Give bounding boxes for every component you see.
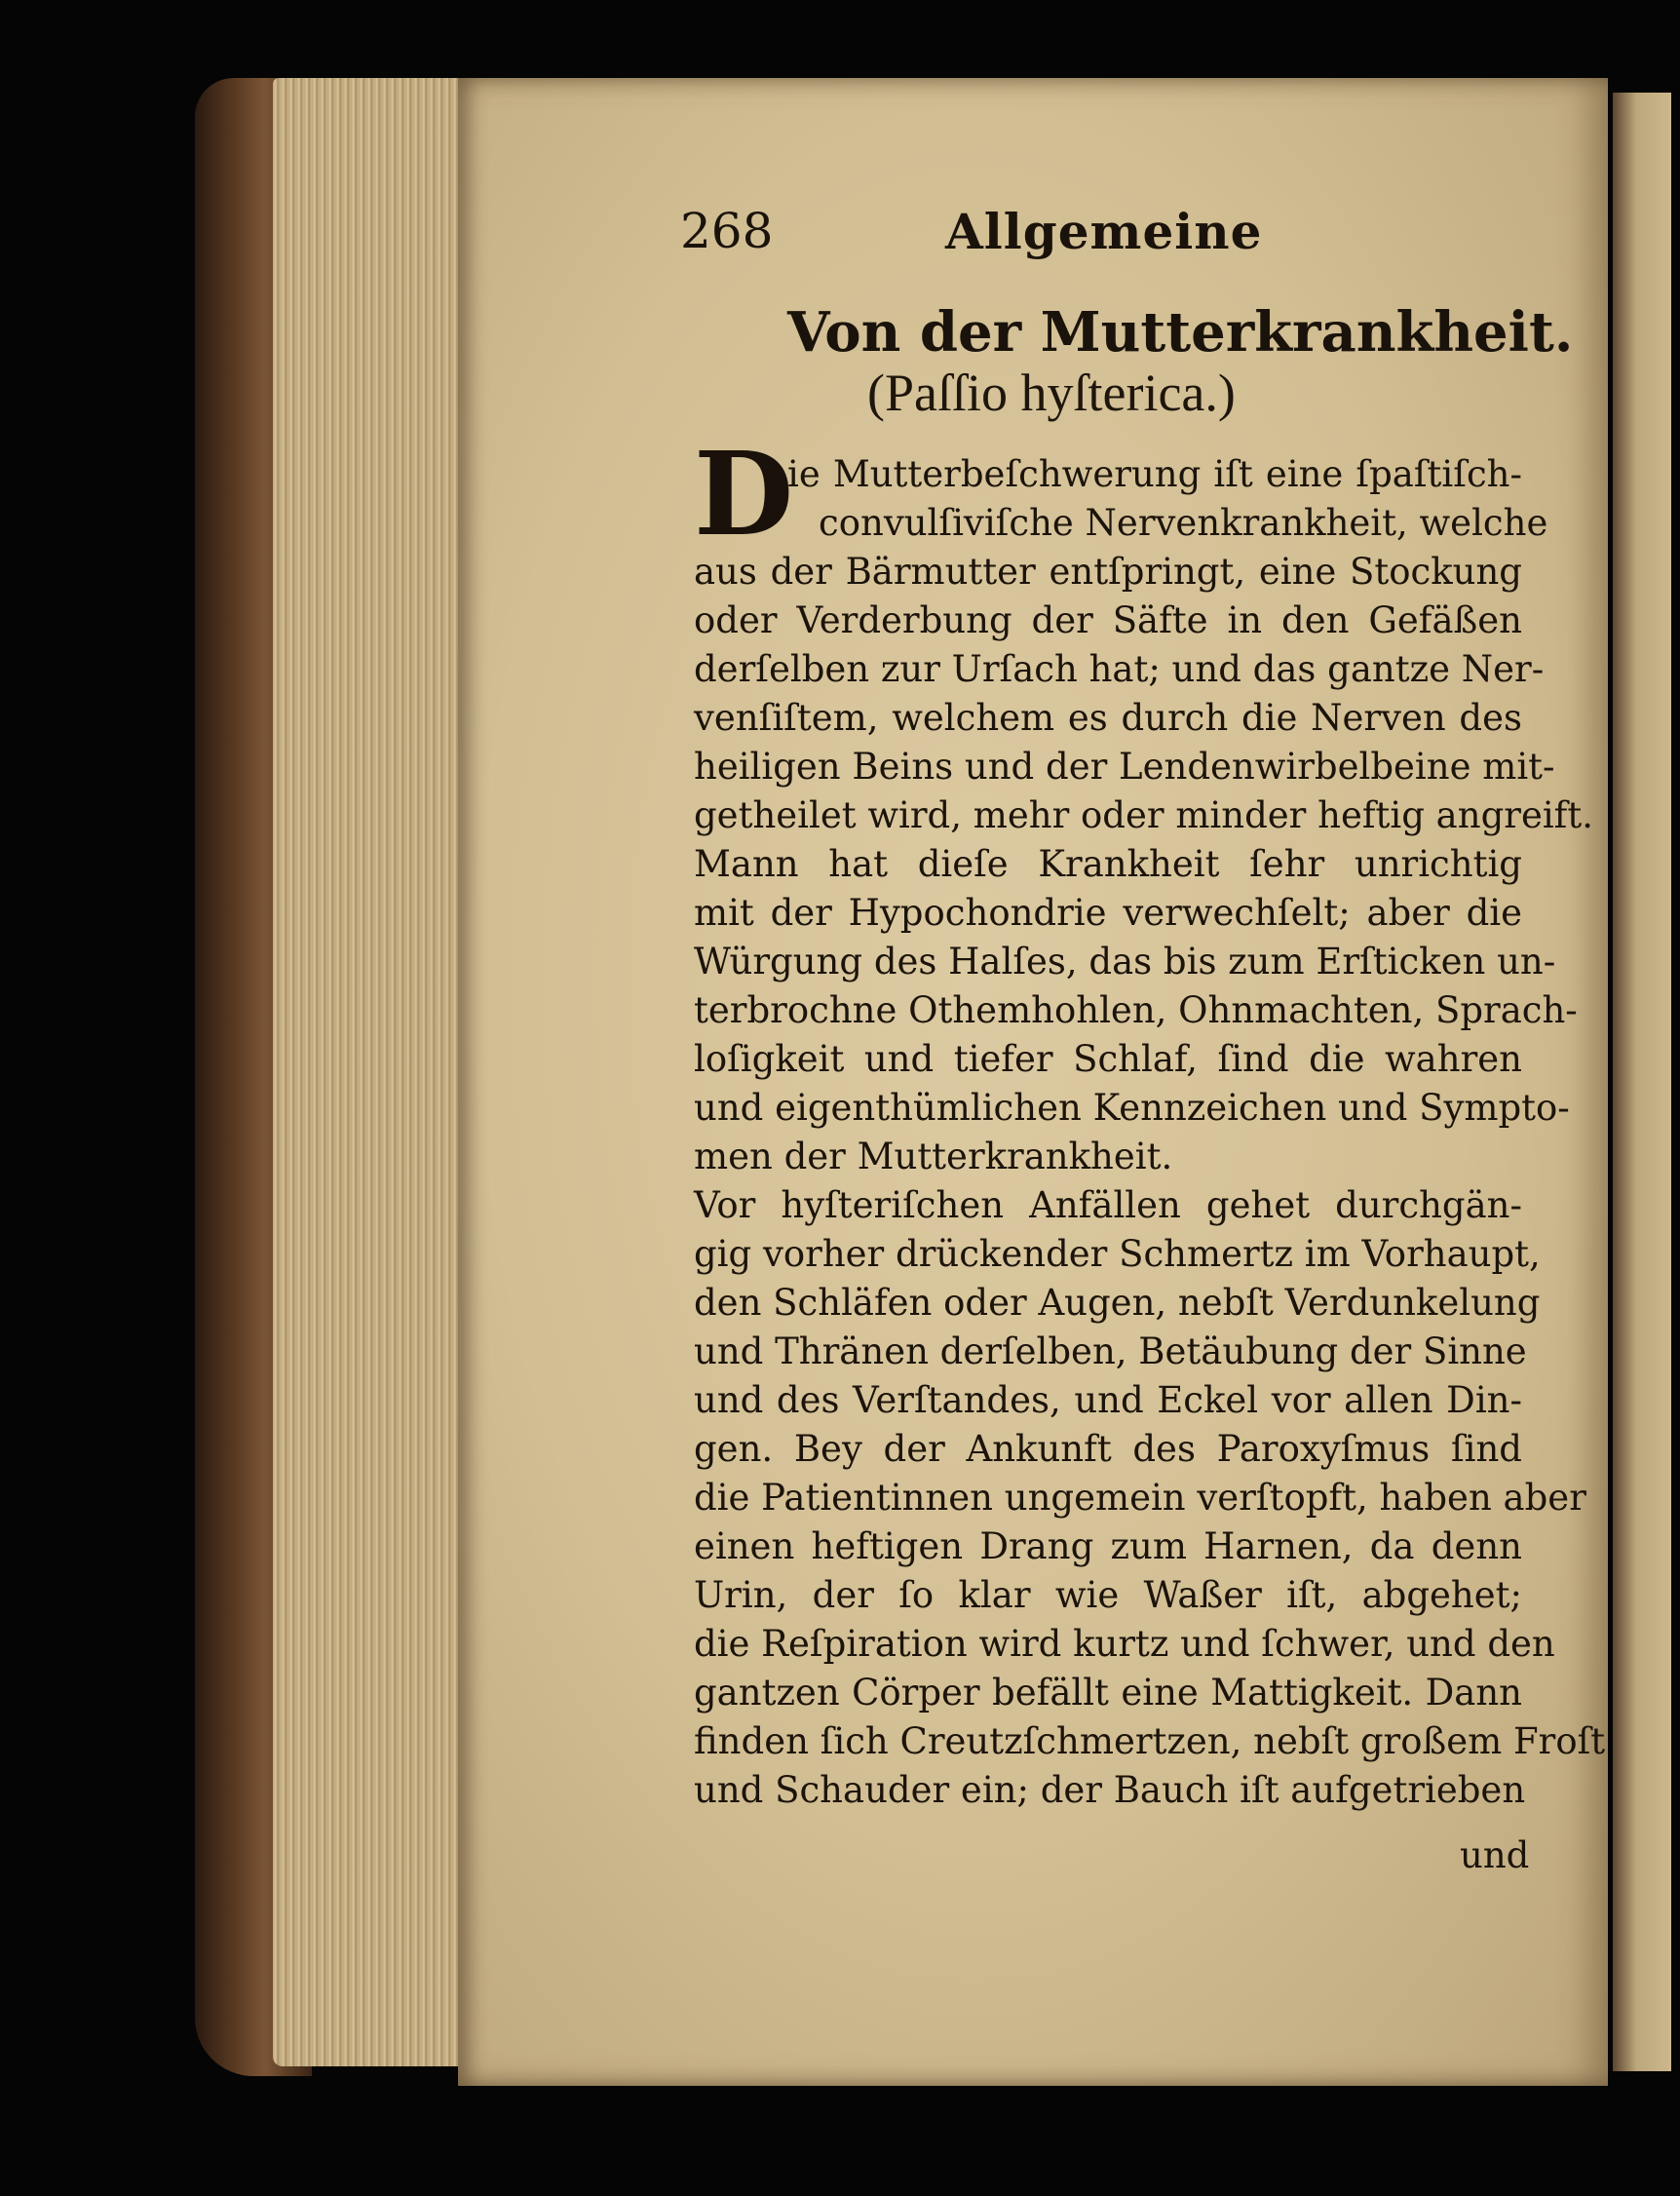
text-line: die Patientinnen ungemein verſtopft, haben aber xyxy=(694,1477,1586,1519)
text-line: Vor hyſteriſchen Anfällen gehet durchgän- xyxy=(694,1184,1522,1226)
chapter-subtitle: (Paſſio hyſterica.) xyxy=(867,364,1236,422)
text-line: und des Verſtandes, und Eckel vor allen Din- xyxy=(694,1379,1522,1421)
page-edges xyxy=(273,78,468,2066)
catchword: und xyxy=(1460,1834,1530,1876)
text-line: venſiſtem, welchem es durch die Nerven des xyxy=(694,697,1522,739)
text-line: mit der Hypochondrie verwechſelt; aber die xyxy=(694,892,1522,934)
page-number: 268 xyxy=(680,203,774,259)
text-line: derſelben zur Urſach hat; und das gantze Ner- xyxy=(694,648,1545,690)
text-line: und eigenthümlichen Kennzeichen und Sympto- xyxy=(694,1087,1570,1129)
text-line: gantzen Cörper befällt eine Mattigkeit. Dann xyxy=(694,1672,1522,1714)
text-line: heiligen Beins und der Lendenwirbelbeine mit- xyxy=(694,746,1555,788)
text-line: Würgung des Halſes, das bis zum Erſticken un- xyxy=(694,941,1556,982)
text-line: und Schauder ein; der Bauch iſt aufgetrieben xyxy=(694,1769,1526,1811)
text-line-second: convulſiviſche Nervenkrankheit, welche xyxy=(819,502,1548,544)
text-line: gig vorher drückender Schmertz im Vorhaupt, xyxy=(694,1233,1541,1275)
text-line: und Thränen derſelben, Betäubung der Sinne xyxy=(694,1330,1527,1372)
facing-page-edge xyxy=(1613,93,1671,2071)
text-line: getheilet wird, mehr oder minder heftig angreift. xyxy=(694,794,1593,836)
chapter-title: Von der Mutterkrankheit. xyxy=(787,300,1574,365)
text-line: aus der Bärmutter entſpringt, eine Stockung xyxy=(694,551,1522,593)
text-line: Mann hat dieſe Krankheit ſehr unrichtig xyxy=(694,843,1522,885)
body-text xyxy=(694,548,1606,1815)
text-line: einen heftigen Drang zum Harnen, da denn xyxy=(694,1525,1522,1567)
drop-cap: D xyxy=(694,426,794,561)
text-line: loſigkeit und tiefer Schlaf, ſind die wahren xyxy=(694,1038,1522,1080)
text-line: gen. Bey der Ankunft des Paroxyſmus ſind xyxy=(694,1428,1522,1470)
text-line-first: ie Mutterbeſchwerung iſt eine ſpaſtiſch- xyxy=(787,453,1522,495)
text-line: men der Mutterkrankheit. xyxy=(694,1136,1173,1177)
text-line: den Schläfen oder Augen, nebſt Verdunkelung xyxy=(694,1282,1541,1324)
text-line: die Reſpiration wird kurtz und ſchwer, und den xyxy=(694,1623,1555,1665)
page-header xyxy=(680,203,1538,271)
text-line: Urin, der ſo klar wie Waßer iſt, abgehet; xyxy=(694,1574,1522,1616)
text-line: finden ſich Creutzſchmertzen, nebſt großem Froſt xyxy=(694,1720,1606,1762)
text-line: terbrochne Othemhohlen, Ohnmachten, Sprach- xyxy=(694,989,1578,1031)
text-line: oder Verderbung der Säfte in den Gefäßen xyxy=(694,599,1522,641)
running-head: Allgemeine xyxy=(945,203,1263,260)
